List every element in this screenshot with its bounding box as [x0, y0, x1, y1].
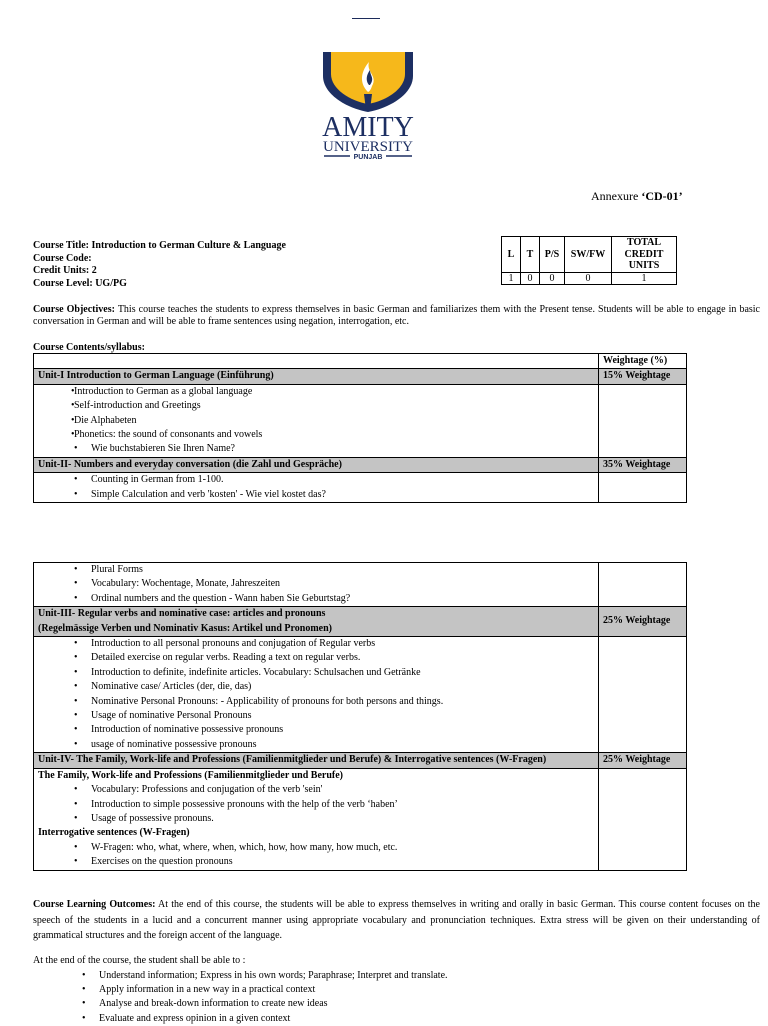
list-item: • Vocabulary: Wochentage, Monate, Jahreszeiten — [38, 577, 594, 591]
list-item: • Exercises on the question pronouns — [38, 855, 594, 869]
list-item: • Apply information in a new way in a practical context — [33, 983, 733, 997]
list-item: • Vocabulary: Professions and conjugation of the verb 'sein' — [38, 783, 594, 797]
list-item: • Simple Calculation and verb 'kosten' - Wie viel kostet das? — [38, 488, 594, 502]
list-item: • Phonetics: the sound of consonants and vowels — [38, 428, 594, 442]
list-item: • usage of nominative possessive pronouns — [38, 738, 594, 752]
list-item: • Detailed exercise on regular verbs. Reading a text on regular verbs. — [38, 651, 594, 665]
course-code: Course Code: — [33, 252, 92, 264]
unit-3-row: Unit-III- Regular verbs and nominative case: articles and pronouns (Regelmässige Verben und Nominativ Kasus: Artikel und Pronomen) 25% Weightage — [34, 607, 687, 637]
unit-3-topics — [38, 637, 594, 752]
list-item: • Self-introduction and Greetings — [38, 399, 594, 413]
list-item: • Usage of nominative Personal Pronouns — [38, 709, 594, 723]
list-item: • Analyse and break-down information to create new ideas — [33, 997, 733, 1011]
outcomes-list — [33, 969, 733, 1026]
unit-4-topics-family — [38, 783, 594, 826]
list-item: • Wie buchstabieren Sie Ihren Name? — [38, 442, 594, 456]
unit-4-topics-interrogative — [38, 841, 594, 870]
unit-1-topics — [38, 385, 594, 443]
list-item: • Introduction to simple possessive pronouns with the help of the verb ‘haben’ — [38, 798, 594, 812]
amity-university-logo — [320, 52, 416, 170]
unit-4-subheading-interrogative: Interrogative sentences (W-Fragen) — [38, 827, 190, 839]
unit-4-row: Unit-IV- The Family, Work-life and Professions (Familienmitglieder und Berufe) & Interrogative sentences (W-Fragen) 25% Weightage — [34, 753, 687, 768]
top-rule — [352, 18, 380, 19]
credit-units: Credit Units: 2 — [33, 265, 97, 276]
contents-label: Course Contents/syllabus: — [33, 342, 145, 353]
list-item: • Usage of possessive pronouns. — [38, 812, 594, 826]
svg-text:UNIVERSITY: UNIVERSITY — [323, 139, 413, 155]
weightage-header: Weightage (%) — [599, 354, 687, 369]
credit-table: L T P/S SW/FW TOTAL CREDIT UNITS 1 0 0 0 1 — [501, 236, 677, 285]
outcomes-intro: At the end of the course, the student shall be able to : — [33, 955, 246, 966]
course-learning-outcomes: Course Learning Outcomes: At the end of this course, the students will be able to express themselves in writing and orally in basic German. This course content focuses on the speech of the students in a lucid and a concurrent manner using appropriate vocabulary and pronunciation techniques. Extra stress will be given on their understanding of grammatical structures and the foreign accent of the language. — [33, 899, 760, 941]
list-item: • Evaluate and express opinion in a given context — [33, 1012, 733, 1026]
annexure-label: Annexure ‘CD-01’ — [591, 189, 683, 203]
syllabus-table-part2 — [33, 562, 687, 871]
course-objectives: Course Objectives: This course teaches the students to express themselves in basic German and familiarizes them with the Present tense. Students will be able to engage in basic conversation in German and will be able to frame sentences using negation, interrogation, etc. — [33, 304, 760, 328]
list-item: • Introduction of nominative possessive pronouns — [38, 723, 594, 737]
list-item: • Counting in German from 1-100. — [38, 473, 594, 487]
list-item: • Nominative case/ Articles (der, die, das) — [38, 680, 594, 694]
syllabus-table-part1 — [33, 353, 687, 503]
list-item: • W-Fragen: who, what, where, when, which, how, how many, how much, etc. — [38, 841, 594, 855]
unit-2-topics-continued — [38, 563, 594, 606]
course-level: Course Level: UG/PG — [33, 277, 127, 289]
unit-2-topics — [38, 473, 594, 502]
list-item: • Introduction to all personal pronouns and conjugation of Regular verbs — [38, 637, 594, 651]
list-item: • Introduction to German as a global language — [38, 385, 594, 399]
list-item: • Die Alphabeten — [38, 414, 594, 428]
list-item: • Nominative Personal Pronouns: - Applicability of pronouns for both persons and things. — [38, 695, 594, 709]
list-item: • Introduction to definite, indefinite articles. Vocabulary: Schulsachen und Getränke — [38, 666, 594, 680]
list-item: • Ordinal numbers and the question - Wann haben Sie Geburtstag? — [38, 592, 594, 606]
list-item: • Understand information; Express in his own words; Paraphrase; Interpret and translate. — [33, 969, 733, 983]
svg-text:PUNJAB: PUNJAB — [353, 154, 383, 161]
course-title: Course Title: Introduction to German Culture & Language — [33, 240, 286, 251]
svg-text:AMITY: AMITY — [322, 112, 414, 143]
course-info — [33, 240, 286, 290]
list-item: • Plural Forms — [38, 563, 594, 577]
unit-4-subheading-family: The Family, Work-life and Professions (Familienmitglieder und Berufe) — [38, 769, 343, 781]
unit-1-row: Unit-I Introduction to German Language (Einführung) 15% Weightage — [34, 369, 687, 384]
unit-2-row: Unit-II- Numbers and everyday conversation (die Zahl und Gespräche) 35% Weightage — [34, 457, 687, 472]
